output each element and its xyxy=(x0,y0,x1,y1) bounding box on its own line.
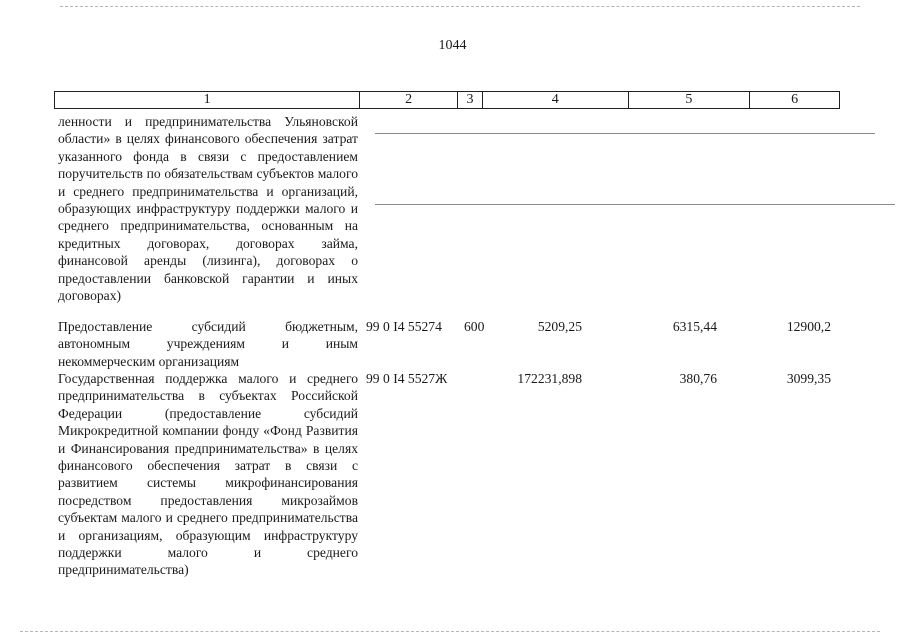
row-value-col6: 12900,2 xyxy=(786,319,831,334)
scan-line-artifact xyxy=(375,204,895,205)
scan-line-artifact xyxy=(375,133,875,134)
row-expense-type: 600 xyxy=(464,319,485,334)
row-value-col5: 6315,44 xyxy=(672,319,717,334)
row-value-col4: 172231,898 xyxy=(517,371,582,386)
row-value-col4: 5209,25 xyxy=(537,319,582,334)
column-header-1: 1 xyxy=(55,92,360,108)
page-number: 1044 xyxy=(438,38,467,53)
row-description: Предоставление субсидий бюджетным, автономным учреждениям и иным некоммерческим организациям xyxy=(58,319,358,369)
row-description: ленности и предпринимательства Ульяновской области» в целях финансового обеспечения затрат указанного фонда в связи с предоставлением поручительств по обязательствам субъектов малого и среднего предпринимательства и организаций, образующих инфраструктуру поддержки малого и среднего предпринимательства, основанным на кредитных договорах, договорах займа, финансовой аренды (лизинга), договорах о предоставлении банковской гарантии и иных договорах) xyxy=(58,114,358,304)
row-value-col5: 380,76 xyxy=(679,371,717,386)
table-row xyxy=(54,318,840,370)
table-row xyxy=(54,113,840,323)
scan-line-artifact xyxy=(60,6,860,7)
column-header-3: 3 xyxy=(458,92,483,108)
scan-line-artifact xyxy=(20,631,880,632)
row-value-col6: 3099,35 xyxy=(786,371,831,386)
column-header-4: 4 xyxy=(483,92,629,108)
column-header-6: 6 xyxy=(791,92,799,107)
table-row xyxy=(54,370,840,600)
column-header-2: 2 xyxy=(360,92,458,108)
column-header-5: 5 xyxy=(629,92,751,108)
row-code: 99 0 I4 55274 xyxy=(366,319,442,334)
row-code: 99 0 I4 5527Ж xyxy=(366,371,448,386)
table-header-row xyxy=(54,91,840,109)
row-description: Государственная поддержка малого и среднего предпринимательства в субъектах Российской Федерации (предоставление субсидий Микрокредитной компании фонду «Фонд Развития и Финансирования предпринимательства» в целях финансового обеспечения затрат в связи с развитием системы микрофинансирования посредством предоставления микрозаймов субъектам малого и среднего предпринимательства и организациям, образующим инфраструктуру поддержки малого и среднего предпринимательства) xyxy=(58,371,358,578)
